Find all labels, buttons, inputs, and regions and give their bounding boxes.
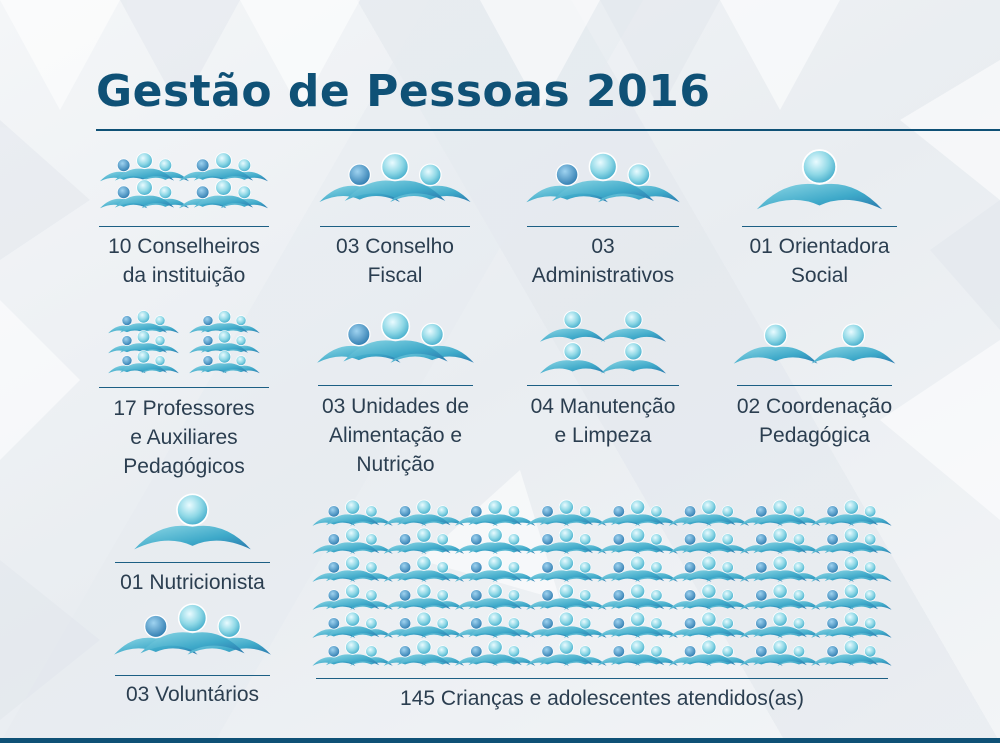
- person-head: [793, 534, 804, 545]
- person-head: [328, 590, 339, 601]
- person-head: [218, 351, 231, 364]
- person-head: [773, 500, 787, 514]
- person-head: [631, 584, 645, 598]
- person-head: [556, 164, 578, 186]
- person-head: [382, 153, 409, 180]
- person-head: [542, 506, 553, 517]
- person-head: [471, 506, 482, 517]
- group-label: 03 Voluntários: [125, 683, 260, 706]
- person-head: [471, 534, 482, 545]
- person-head: [722, 534, 733, 545]
- group-label: 01 Orientadora Social: [749, 235, 890, 287]
- person-head: [773, 584, 787, 598]
- person-head: [238, 159, 251, 172]
- person-head: [346, 556, 360, 570]
- person-head: [651, 618, 662, 629]
- person-head: [417, 500, 431, 514]
- person-head: [702, 500, 716, 514]
- divider: [115, 562, 270, 563]
- person-body: [601, 360, 666, 373]
- person-head: [756, 590, 767, 601]
- person-head: [827, 534, 838, 545]
- person-head: [137, 331, 150, 344]
- person-head: [399, 534, 410, 545]
- person-head: [684, 590, 695, 601]
- person-body: [601, 329, 666, 342]
- person-head: [684, 618, 695, 629]
- person-head: [579, 618, 590, 629]
- person-head: [471, 590, 482, 601]
- person-head: [559, 584, 573, 598]
- person-head: [756, 646, 767, 657]
- person-head: [117, 159, 130, 172]
- person-head: [827, 646, 838, 657]
- person-head: [613, 646, 624, 657]
- person-head: [203, 316, 213, 326]
- person-head: [437, 590, 448, 601]
- person-head: [218, 311, 231, 324]
- person-head: [508, 646, 519, 657]
- person-head: [366, 646, 377, 657]
- person-head: [793, 562, 804, 573]
- person-head: [437, 506, 448, 517]
- bottom-bar: [0, 738, 1000, 743]
- person-head: [238, 186, 251, 199]
- divider: [115, 675, 270, 676]
- person-head: [437, 646, 448, 657]
- person-head: [366, 562, 377, 573]
- person-head: [827, 618, 838, 629]
- person-head: [864, 618, 875, 629]
- person-head: [631, 612, 645, 626]
- group-label: 02 Coordenação Pedagógica: [736, 395, 893, 447]
- person-head: [684, 646, 695, 657]
- person-head: [508, 506, 519, 517]
- person-head: [328, 534, 339, 545]
- person-head: [196, 186, 209, 199]
- person-head: [420, 164, 441, 185]
- person-head: [559, 500, 573, 514]
- person-head: [196, 159, 209, 172]
- person-head: [756, 506, 767, 517]
- person-head: [236, 356, 246, 366]
- person-body: [540, 360, 605, 373]
- person-head: [773, 612, 787, 626]
- person-body: [134, 526, 251, 550]
- person-head: [625, 311, 642, 328]
- person-head: [564, 343, 581, 360]
- person-head: [844, 556, 858, 570]
- person-head: [722, 618, 733, 629]
- person-head: [437, 562, 448, 573]
- person-head: [589, 153, 616, 180]
- person-head: [702, 556, 716, 570]
- person-head: [722, 506, 733, 517]
- person-head: [793, 618, 804, 629]
- divider: [320, 226, 470, 227]
- person-head: [399, 506, 410, 517]
- person-head: [216, 153, 232, 169]
- people-group-icon: [99, 310, 269, 378]
- divider: [742, 226, 897, 227]
- person-head: [328, 646, 339, 657]
- person-head: [542, 534, 553, 545]
- person-head: [579, 590, 590, 601]
- person-head: [145, 615, 167, 637]
- person-head: [702, 584, 716, 598]
- person-head: [559, 556, 573, 570]
- person-head: [684, 562, 695, 573]
- group-label: 17 Professores e Auxiliares Pedagógicos: [113, 397, 255, 478]
- page-title: Gestão de Pessoas 2016: [96, 66, 711, 117]
- person-body: [757, 184, 882, 209]
- person-head: [417, 640, 431, 654]
- person-head: [159, 159, 172, 172]
- person-head: [437, 534, 448, 545]
- person-head: [177, 494, 208, 525]
- person-head: [417, 528, 431, 542]
- people-group-icon: [527, 150, 679, 216]
- people-group-icon: [316, 500, 888, 670]
- person-head: [803, 150, 836, 183]
- person-head: [864, 562, 875, 573]
- person-head: [488, 556, 502, 570]
- person-head: [756, 618, 767, 629]
- person-head: [508, 562, 519, 573]
- person-head: [722, 590, 733, 601]
- person-head: [137, 351, 150, 364]
- person-head: [179, 604, 207, 632]
- person-head: [651, 506, 662, 517]
- person-head: [844, 612, 858, 626]
- person-head: [236, 316, 246, 326]
- person-head: [864, 590, 875, 601]
- person-head: [722, 646, 733, 657]
- person-head: [122, 356, 132, 366]
- person-head: [773, 528, 787, 542]
- person-head: [756, 562, 767, 573]
- person-head: [218, 615, 240, 637]
- person-head: [579, 562, 590, 573]
- group-label: 04 Manutenção e Limpeza: [530, 395, 676, 447]
- person-head: [417, 612, 431, 626]
- person-head: [155, 316, 165, 326]
- group-label: 03 Administrativos: [531, 235, 675, 287]
- person-head: [421, 323, 443, 345]
- person-head: [793, 506, 804, 517]
- person-head: [203, 336, 213, 346]
- person-head: [631, 640, 645, 654]
- divider: [318, 385, 473, 386]
- divider: [99, 226, 269, 227]
- person-head: [756, 534, 767, 545]
- person-head: [844, 500, 858, 514]
- person-head: [348, 323, 370, 345]
- person-head: [613, 562, 624, 573]
- person-head: [559, 528, 573, 542]
- person-head: [631, 556, 645, 570]
- person-head: [827, 562, 838, 573]
- person-head: [508, 590, 519, 601]
- people-group-icon: [737, 310, 892, 376]
- person-head: [399, 562, 410, 573]
- person-head: [827, 590, 838, 601]
- title-underline: [96, 129, 1000, 131]
- person-head: [236, 336, 246, 346]
- person-body: [734, 347, 818, 364]
- person-head: [613, 618, 624, 629]
- person-head: [203, 356, 213, 366]
- person-head: [488, 528, 502, 542]
- person-head: [827, 506, 838, 517]
- person-head: [328, 618, 339, 629]
- person-head: [559, 640, 573, 654]
- person-head: [793, 590, 804, 601]
- person-head: [216, 180, 232, 196]
- person-head: [864, 534, 875, 545]
- person-head: [417, 556, 431, 570]
- people-group-icon: [99, 150, 269, 216]
- person-head: [631, 528, 645, 542]
- divider: [737, 385, 892, 386]
- person-head: [651, 562, 662, 573]
- person-head: [793, 646, 804, 657]
- person-head: [346, 612, 360, 626]
- person-head: [488, 500, 502, 514]
- person-head: [631, 500, 645, 514]
- person-head: [842, 324, 864, 346]
- person-head: [864, 646, 875, 657]
- group-label: 145 Crianças e adolescentes atendidos(as): [400, 687, 804, 710]
- divider: [316, 678, 888, 679]
- person-head: [366, 618, 377, 629]
- person-head: [366, 506, 377, 517]
- person-head: [684, 506, 695, 517]
- person-head: [328, 506, 339, 517]
- people-group-icon: [320, 150, 470, 216]
- person-head: [844, 584, 858, 598]
- person-head: [564, 311, 581, 328]
- person-head: [542, 646, 553, 657]
- person-head: [117, 186, 130, 199]
- person-body: [540, 329, 605, 342]
- person-head: [155, 356, 165, 366]
- person-head: [508, 534, 519, 545]
- people-group-icon: [115, 605, 270, 665]
- person-head: [722, 562, 733, 573]
- person-head: [349, 164, 370, 185]
- person-head: [844, 640, 858, 654]
- person-head: [508, 618, 519, 629]
- person-head: [613, 534, 624, 545]
- person-head: [702, 612, 716, 626]
- person-head: [542, 618, 553, 629]
- person-head: [651, 534, 662, 545]
- people-group-icon: [527, 310, 679, 376]
- person-head: [542, 590, 553, 601]
- people-group-icon: [318, 310, 473, 376]
- person-head: [702, 640, 716, 654]
- person-head: [773, 556, 787, 570]
- person-head: [488, 584, 502, 598]
- person-head: [437, 618, 448, 629]
- person-head: [137, 153, 153, 169]
- person-head: [579, 646, 590, 657]
- group-label: 03 Unidades de Alimentação e Nutrição: [321, 395, 470, 476]
- person-head: [488, 612, 502, 626]
- person-head: [399, 618, 410, 629]
- person-head: [488, 640, 502, 654]
- person-head: [651, 590, 662, 601]
- person-head: [579, 534, 590, 545]
- person-icon: [115, 495, 270, 555]
- person-head: [613, 506, 624, 517]
- group-label: 10 Conselheiros da instituição: [108, 235, 260, 287]
- person-head: [366, 534, 377, 545]
- divider: [527, 226, 679, 227]
- divider: [99, 387, 269, 388]
- person-head: [346, 500, 360, 514]
- person-head: [471, 562, 482, 573]
- person-head: [328, 562, 339, 573]
- person-head: [684, 534, 695, 545]
- person-head: [628, 164, 650, 186]
- person-head: [399, 646, 410, 657]
- person-head: [613, 590, 624, 601]
- person-head: [579, 506, 590, 517]
- person-head: [399, 590, 410, 601]
- person-head: [773, 640, 787, 654]
- person-icon: [742, 150, 897, 216]
- person-head: [471, 646, 482, 657]
- divider: [527, 385, 679, 386]
- person-head: [559, 612, 573, 626]
- person-body: [811, 347, 895, 364]
- person-head: [137, 180, 153, 196]
- person-head: [471, 618, 482, 629]
- person-head: [864, 506, 875, 517]
- person-head: [702, 528, 716, 542]
- person-head: [155, 336, 165, 346]
- person-head: [346, 528, 360, 542]
- person-head: [542, 562, 553, 573]
- person-head: [137, 311, 150, 324]
- person-head: [346, 584, 360, 598]
- person-head: [218, 331, 231, 344]
- group-label: 01 Nutricionista: [120, 571, 265, 594]
- person-head: [382, 312, 410, 340]
- person-head: [764, 324, 786, 346]
- person-head: [159, 186, 172, 199]
- person-head: [651, 646, 662, 657]
- person-head: [625, 343, 642, 360]
- person-head: [122, 336, 132, 346]
- person-head: [122, 316, 132, 326]
- person-head: [346, 640, 360, 654]
- person-head: [844, 528, 858, 542]
- person-head: [366, 590, 377, 601]
- person-head: [417, 584, 431, 598]
- group-label: 03 Conselho Fiscal: [336, 235, 454, 287]
